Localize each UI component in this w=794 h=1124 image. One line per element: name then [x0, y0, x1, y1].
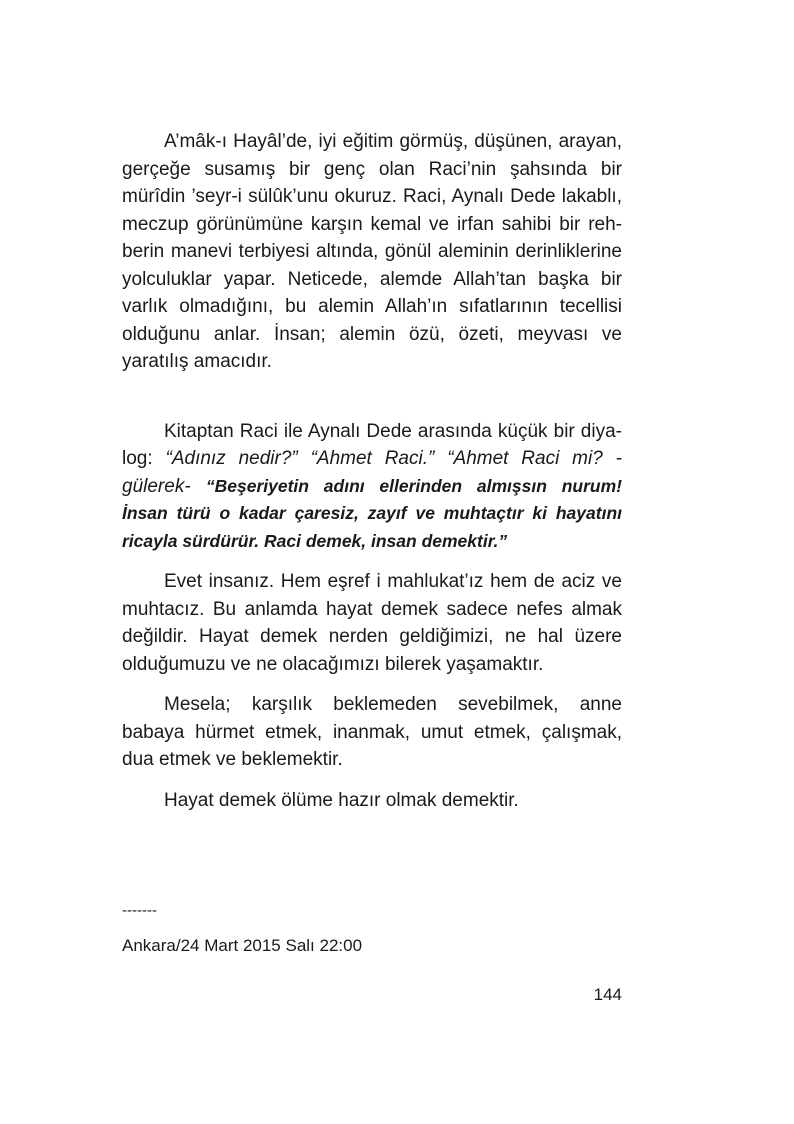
paragraph-example: Mesela; karşılık beklemeden sevebilmek, anne babaya hürmet etmek, inanmak, umut etmek, çalışmak, dua etmek ve beklemektir. — [122, 694, 622, 770]
dateline: Ankara/24 Mart 2015 Salı 22:00 — [122, 936, 363, 955]
separator: ------- — [122, 902, 157, 919]
paragraph-human: Evet insanız. Hem eşref i mahlukat’ız hem de aciz ve muhtacız. Bu anlamda hayat demek sadece nefes almak değildir. Hayat demek nerden geldiğimizi, ne hal üzere olduğumuzu ve ne olacağımızı bilerek yaşamaktır. — [122, 571, 622, 675]
paragraph-intro: A’mâk-ı Hayâl’de, iyi eğitim görmüş, düşünen, arayan, gerçeğe susamış bir genç olan Raci’nin şahsında bir mürîdin ’seyr-i sülûk’unu okuruz. Raci, Aynalı Dede lakablı, meczup görünümüne karşın kemal ve irfan sahibi bir rehberin manevi terbiyesi altında, gönül aleminin derinliklerine yolculuklar yapar. Neticede, alemde Allah’tan başka bir varlık olmadığını, bu alemin Allah’ın sıfatlarının tecellisi olduğunu anlar. İnsan; alemin özü, özeti, meyvası ve yaratılış amacıdır. — [122, 131, 622, 372]
page-number: 144 — [593, 985, 622, 1004]
dialog-quote: “Beşeriyetin adını ellerinden almışsın nurum! İnsan türü o kadar çaresiz, zayıf ve muhtaçtır ki hayatını ricayla sürdürür. Raci demek, insan demektir.” — [122, 475, 623, 551]
page-body — [122, 128, 622, 827]
paragraph-dialog — [122, 418, 622, 556]
dialog-lines: “Adınız nedir?” “Ahmet Raci.” “Ahmet Raci mi? -gülerek- — [122, 448, 622, 497]
dialog-intro: Kitaptan Raci ile Aynalı Dede arasında küçük bir diyalog: — [122, 420, 622, 469]
paragraph-closing: Hayat demek ölüme hazır olmak demektir. — [164, 789, 519, 811]
